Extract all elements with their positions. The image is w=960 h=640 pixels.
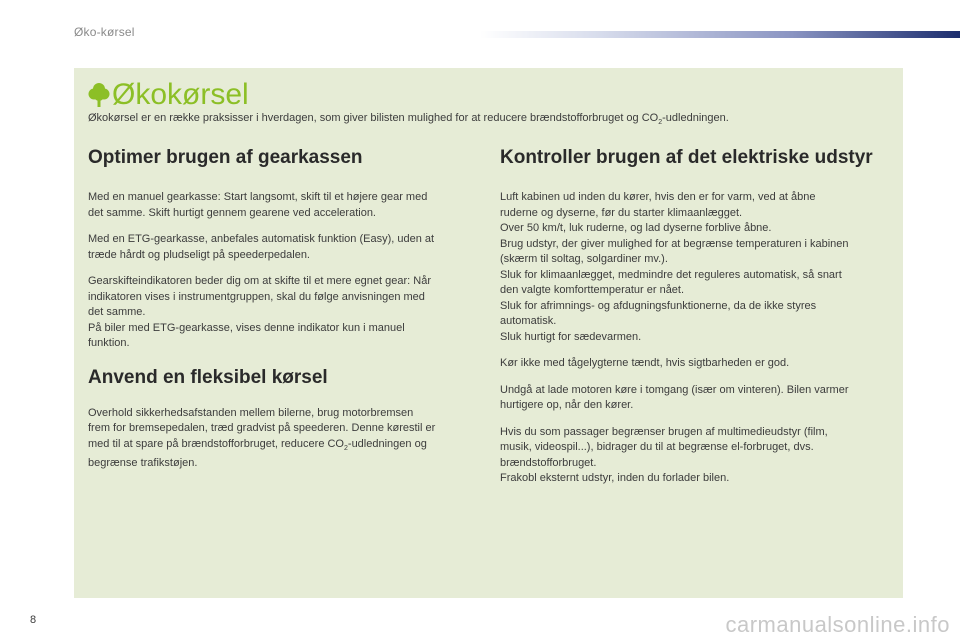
panel-title-row	[88, 78, 249, 112]
panel-title: Økokørsel	[112, 78, 249, 111]
paragraph-flexible-driving: Overhold sikkerhedsafstanden mellem bilerne, brug motorbremsen frem for bremsepedalen, træd gradvist på speederen. Denne kørestil er med til at spare på brændstofforbruget, reducere $CO_2$-udledningen og begrænse trafikstøjen.	[88, 406, 436, 470]
paragraph-cabin-climate: Luft kabinen ud inden du kører, hvis den er for varm, ved at åbne ruderne og dyserne, før du starter klimaanlægget. Over 50 km/t, luk ruderne, og lad dyserne forblive åbne. Brug udstyr, der giver mulighed for at begrænse temperaturen i kabinen (skærm til soltag, solgardiner mv.). Sluk for klimaanlægget, medmindre det reguleres automatisk, så snart den valgte komforttemperatur er nået. Sluk for afrimnings- og afdugningsfunktionerne, da de ikke styres automatisk. Sluk hurtigt for sædevarmen.	[500, 191, 849, 343]
paragraph-fog-lights: Kør ikke med tågelygterne tændt, hvis sigtbarheden er god.	[500, 357, 790, 369]
eco-driving-panel	[74, 68, 903, 598]
watermark: carmanualsonline.info	[725, 612, 950, 637]
header-gradient-bar	[480, 31, 960, 38]
paragraph-gearshift-indicator: Gearskifteindikatoren beder dig om at skifte til et mere egnet gear: Når indikatoren vises i instrumentgruppen, skal du følge anvisningen med det samme. På biler med ETG-gearkasse, vises denne indikator kun i manuel funktion.	[88, 275, 432, 349]
heading-electrical-equipment: Kontroller brugen af det elektriske udstyr	[500, 147, 873, 168]
heading-flexible-driving: Anvend en fleksibel kørsel	[88, 366, 328, 388]
tree-icon	[88, 82, 110, 108]
page-number: 8	[30, 614, 37, 626]
heading-gearbox: Optimer brugen af gearkassen	[88, 147, 363, 168]
header-section-title: Øko-kørsel	[74, 25, 135, 39]
left-column	[88, 146, 483, 483]
paragraph-etg-gearbox: Med en ETG-gearkasse, anbefales automatisk funktion (Easy), uden at træde hårdt og pludseligt på speederpedalen.	[88, 233, 435, 261]
paragraph-manual-gearbox: Med en manuel gearkasse: Start langsomt, skift til et højere gear med det samme. Skift hurtigt gennem gearene ved acceleration.	[88, 191, 428, 219]
flexible-driving-section	[88, 366, 483, 472]
intro-text: Økokørsel er en række praksisser i hverdagen, som giver bilisten mulighed for at reducere brændstofforbruget og $CO_2$-udledningen.	[88, 112, 729, 127]
paragraph-multimedia: Hvis du som passager begrænser brugen af multimedieudstyr (film, musik, videospil...), bidrager du til at begrænse el-forbruget, dvs. brændstofforbruget. Frakobl eksternt udstyr, inden du forlader bilen.	[500, 425, 828, 484]
paragraph-idling: Undgå at lade motoren køre i tomgang (især om vinteren). Bilen varmer hurtigere op, når den kører.	[500, 383, 849, 411]
right-column	[500, 146, 895, 498]
